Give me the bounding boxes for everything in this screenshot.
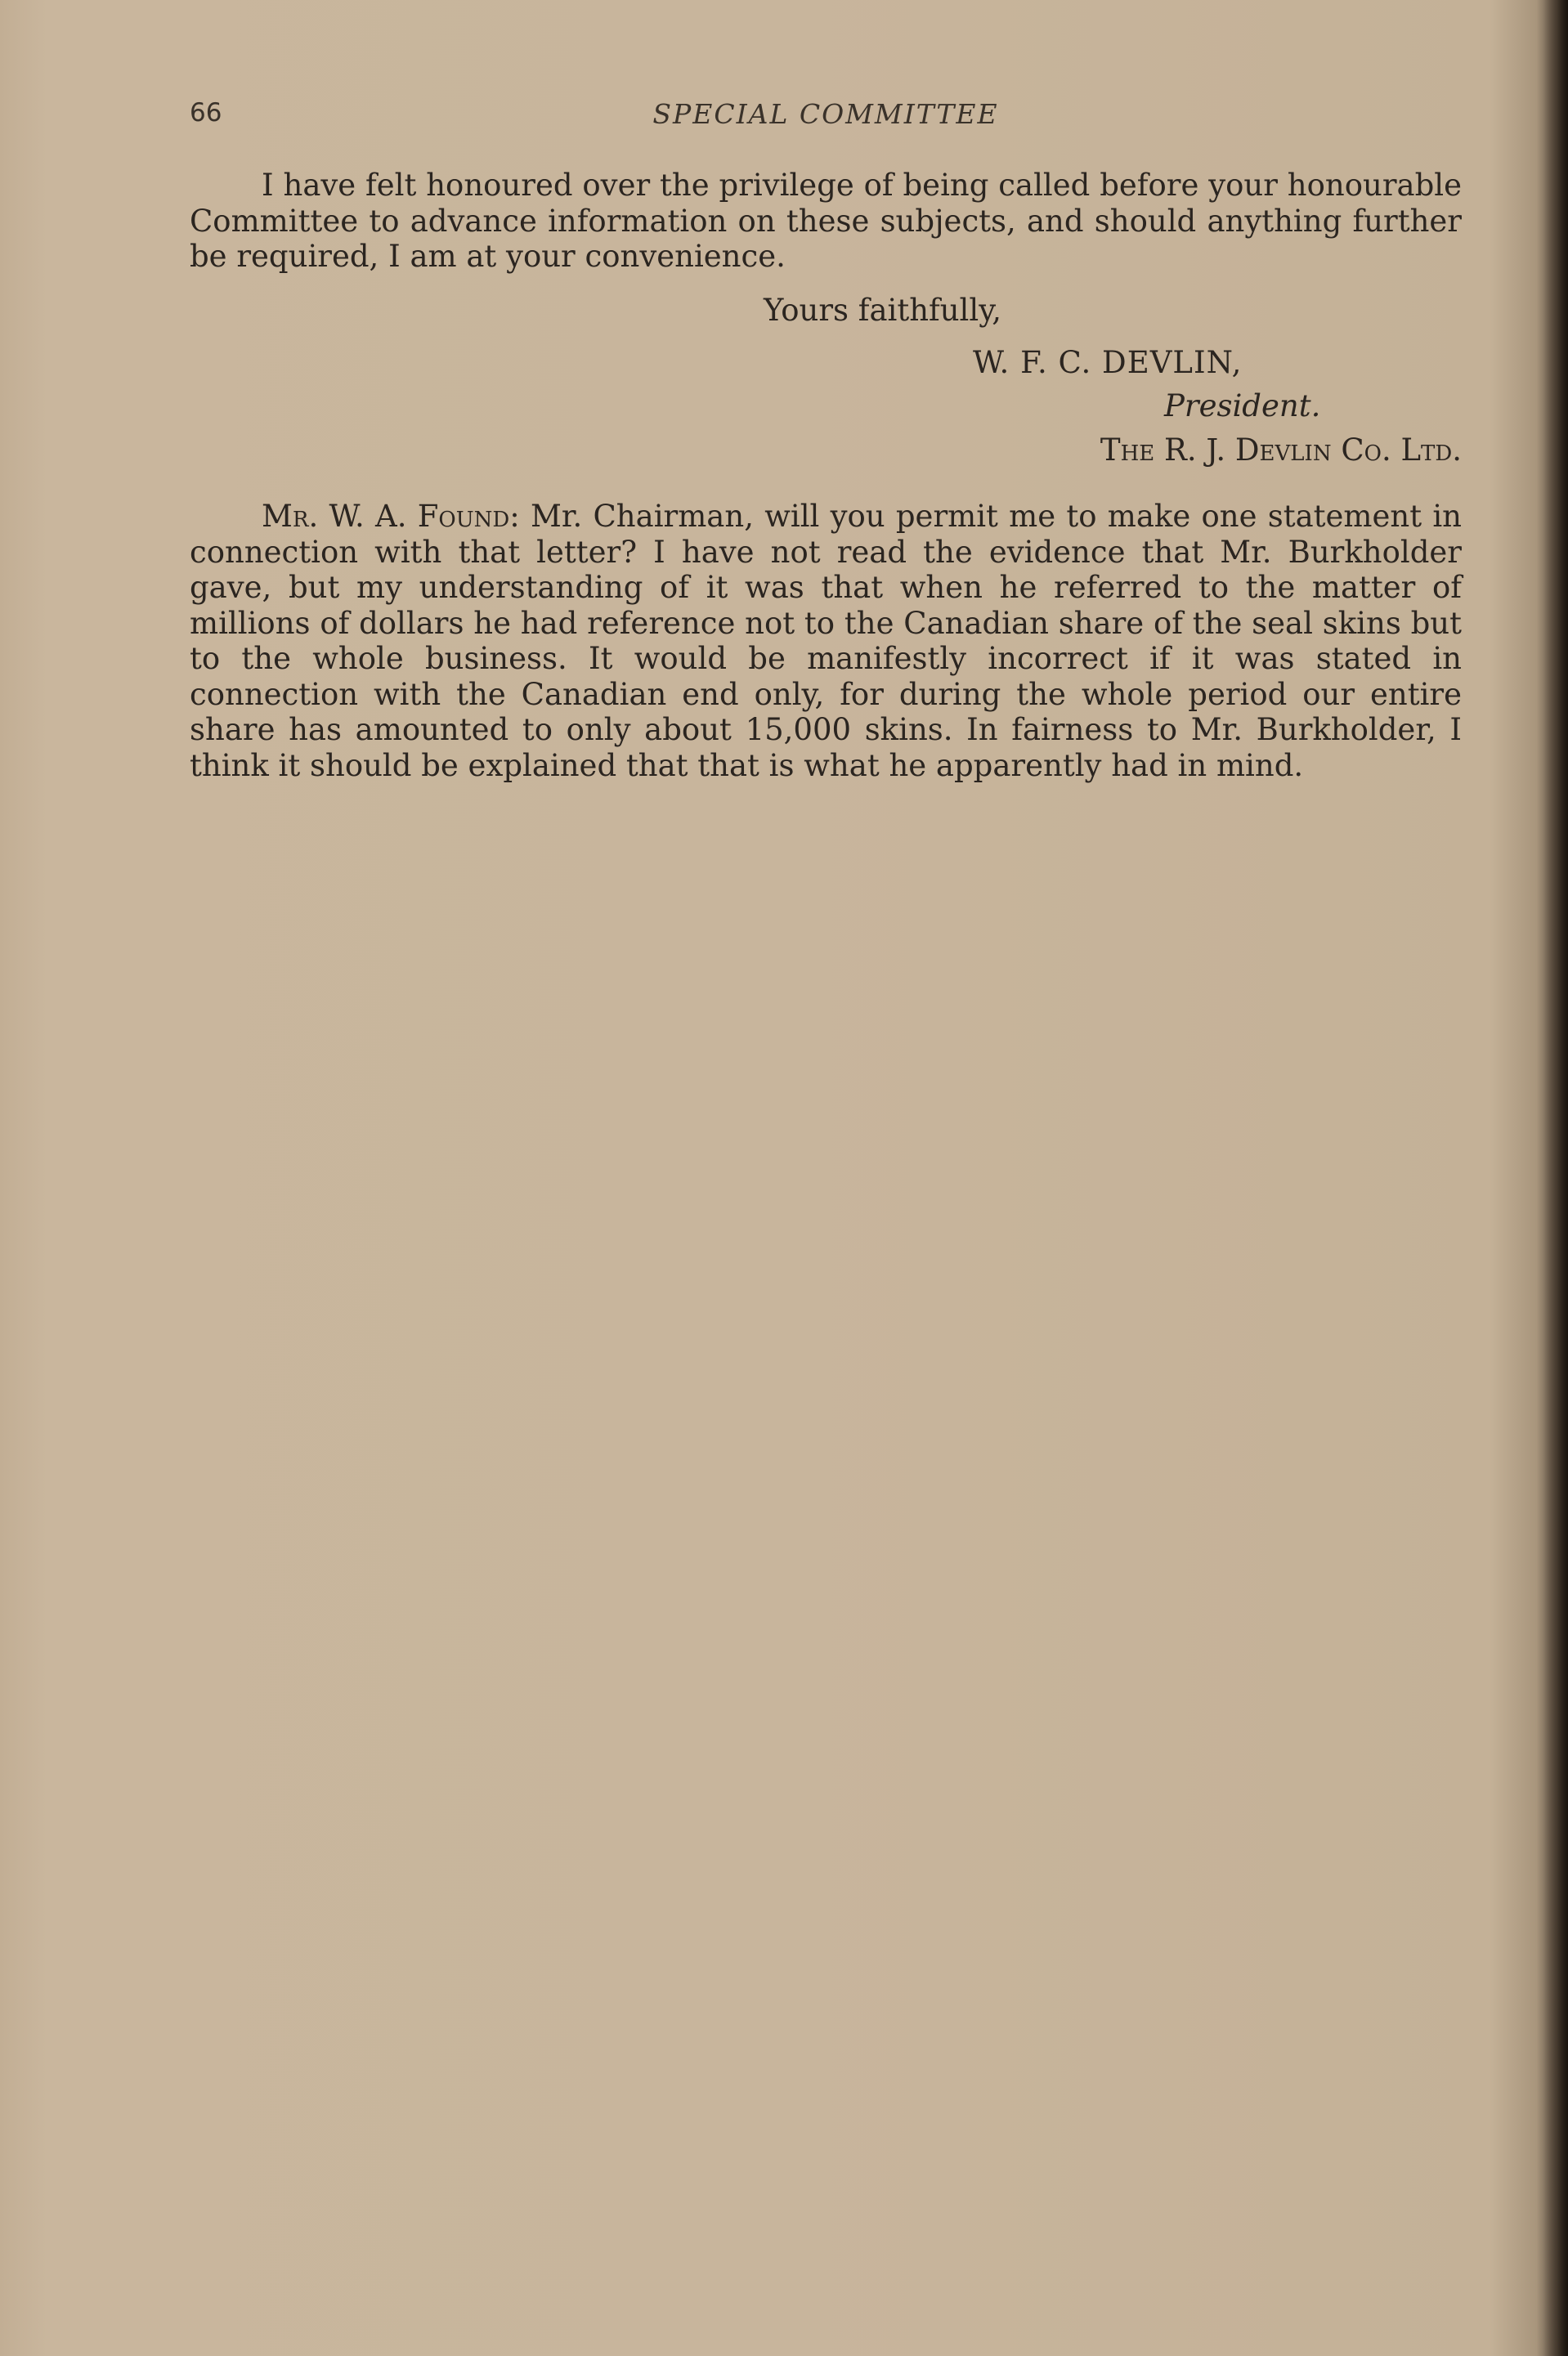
page-number: 66 bbox=[190, 98, 222, 128]
letter-paragraph: I have felt honoured over the privilege of being called before your honourable Committee to advance information on these subjects, and should anything further be required, I am at your convenience. bbox=[190, 168, 1462, 274]
speaker-name: Mr. W. A. Found: bbox=[262, 499, 520, 534]
running-head: SPECIAL COMMITTEE bbox=[652, 98, 999, 130]
signer-title: President. bbox=[1164, 388, 1321, 423]
statement-paragraph bbox=[190, 499, 1462, 783]
page-header bbox=[190, 98, 1462, 139]
body-text bbox=[190, 168, 1462, 783]
company-name: The R. J. Devlin Co. Ltd. bbox=[1100, 432, 1462, 468]
signer-name: W. F. C. DEVLIN, bbox=[973, 344, 1243, 380]
letter-closing: Yours faithfully, bbox=[764, 292, 1001, 328]
statement-text: Mr. Chairman, will you permit me to make one statement in connection with that letter? I have not read the evidence that Mr. Burkholder gave, but my understanding of it was that when he referred to the matter of millions of dollars he had reference not to the Canadian share of the seal skins but to the whole business. It would be manifestly incorrect if it was stated in connection with the Canadian end only, for during the whole period our entire share has amounted to only about 15,000 skins. In fairness to Mr. Burkholder, I think it should be explained that that is what he apparently had in mind. bbox=[190, 499, 1462, 783]
